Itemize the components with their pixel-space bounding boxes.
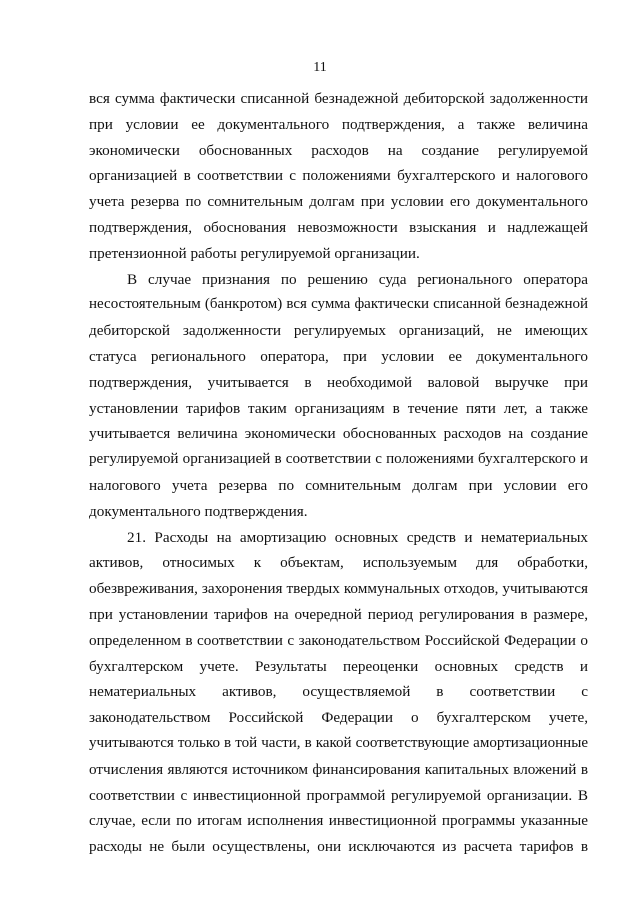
text-line: соответствии с инвестиционной программой регулируемой организации. В xyxy=(89,786,588,804)
paragraph-1 xyxy=(89,86,588,267)
text-line: нематериальных активов, осуществляемой в соответствии с xyxy=(89,683,588,701)
text-line: случае, если по итогам исполнения инвестиционной программы указанные xyxy=(89,812,588,830)
text-line: документального подтверждения. xyxy=(89,502,308,520)
text-line: подтверждения, учитывается в необходимой валовой выручке при xyxy=(89,373,588,391)
text-line: при установлении тарифов на очередной период регулирования в размере, xyxy=(89,605,588,623)
text-line: расходы не были осуществлены, они исключаются из расчета тарифов в xyxy=(89,838,588,856)
paragraph-2 xyxy=(89,267,588,525)
text-line: учета резерва по сомнительным долгам при условии его документального xyxy=(89,193,588,211)
text-line: законодательством Российской Федерации о бухгалтерском учете, xyxy=(89,709,588,727)
text-line: учитывается величина экономически обоснованных расходов на создание xyxy=(89,425,588,443)
text-line: В случае признания по решению суда регионального оператора xyxy=(127,270,588,288)
text-line: бухгалтерском учете. Результаты переоценки основных средств и xyxy=(89,657,588,675)
text-line: установлении тарифов таким организациям в течение пяти лет, а также xyxy=(89,399,588,417)
text-line: регулируемой организацией в соответствии с положениями бухгалтерского и xyxy=(89,451,588,468)
text-line: определенном в соответствии с законодательством Российской Федерации о xyxy=(89,631,588,649)
paragraph-3 xyxy=(89,525,588,860)
text-line: дебиторской задолженности регулируемых организаций, не имеющих xyxy=(89,322,588,340)
text-line: несостоятельным (банкротом) вся сумма фактически списанной безнадежной xyxy=(89,296,588,313)
text-line: подтверждения, обоснования невозможности взыскания и надлежащей xyxy=(89,218,588,236)
text-line: налогового учета резерва по сомнительным долгам при условии его xyxy=(89,476,588,494)
text-line: активов, относимых к объектам, используемым для обработки, xyxy=(89,554,588,572)
text-line: 21. Расходы на амортизацию основных средств и нематериальных xyxy=(127,528,588,546)
page-number: 11 xyxy=(313,60,327,75)
text-line: отчисления являются источником финансирования капитальных вложений в xyxy=(89,760,588,778)
text-line: статуса регионального оператора, при условии ее документального xyxy=(89,347,588,365)
text-line: экономически обоснованных расходов на создание регулируемой xyxy=(89,141,588,159)
text-line: при условии ее документального подтверждения, а также величина xyxy=(89,115,588,133)
text-line: претензионной работы регулируемой организации. xyxy=(89,244,420,262)
text-line: учитываются только в той части, в какой соответствующие амортизационные xyxy=(89,734,588,751)
document-body xyxy=(89,86,588,860)
text-line: организацией в соответствии с положениями бухгалтерского и налогового xyxy=(89,167,588,185)
text-line: вся сумма фактически списанной безнадежной дебиторской задолженности xyxy=(89,90,588,107)
text-line: обезвреживания, захоронения твердых коммунальных отходов, учитываются xyxy=(89,580,588,598)
